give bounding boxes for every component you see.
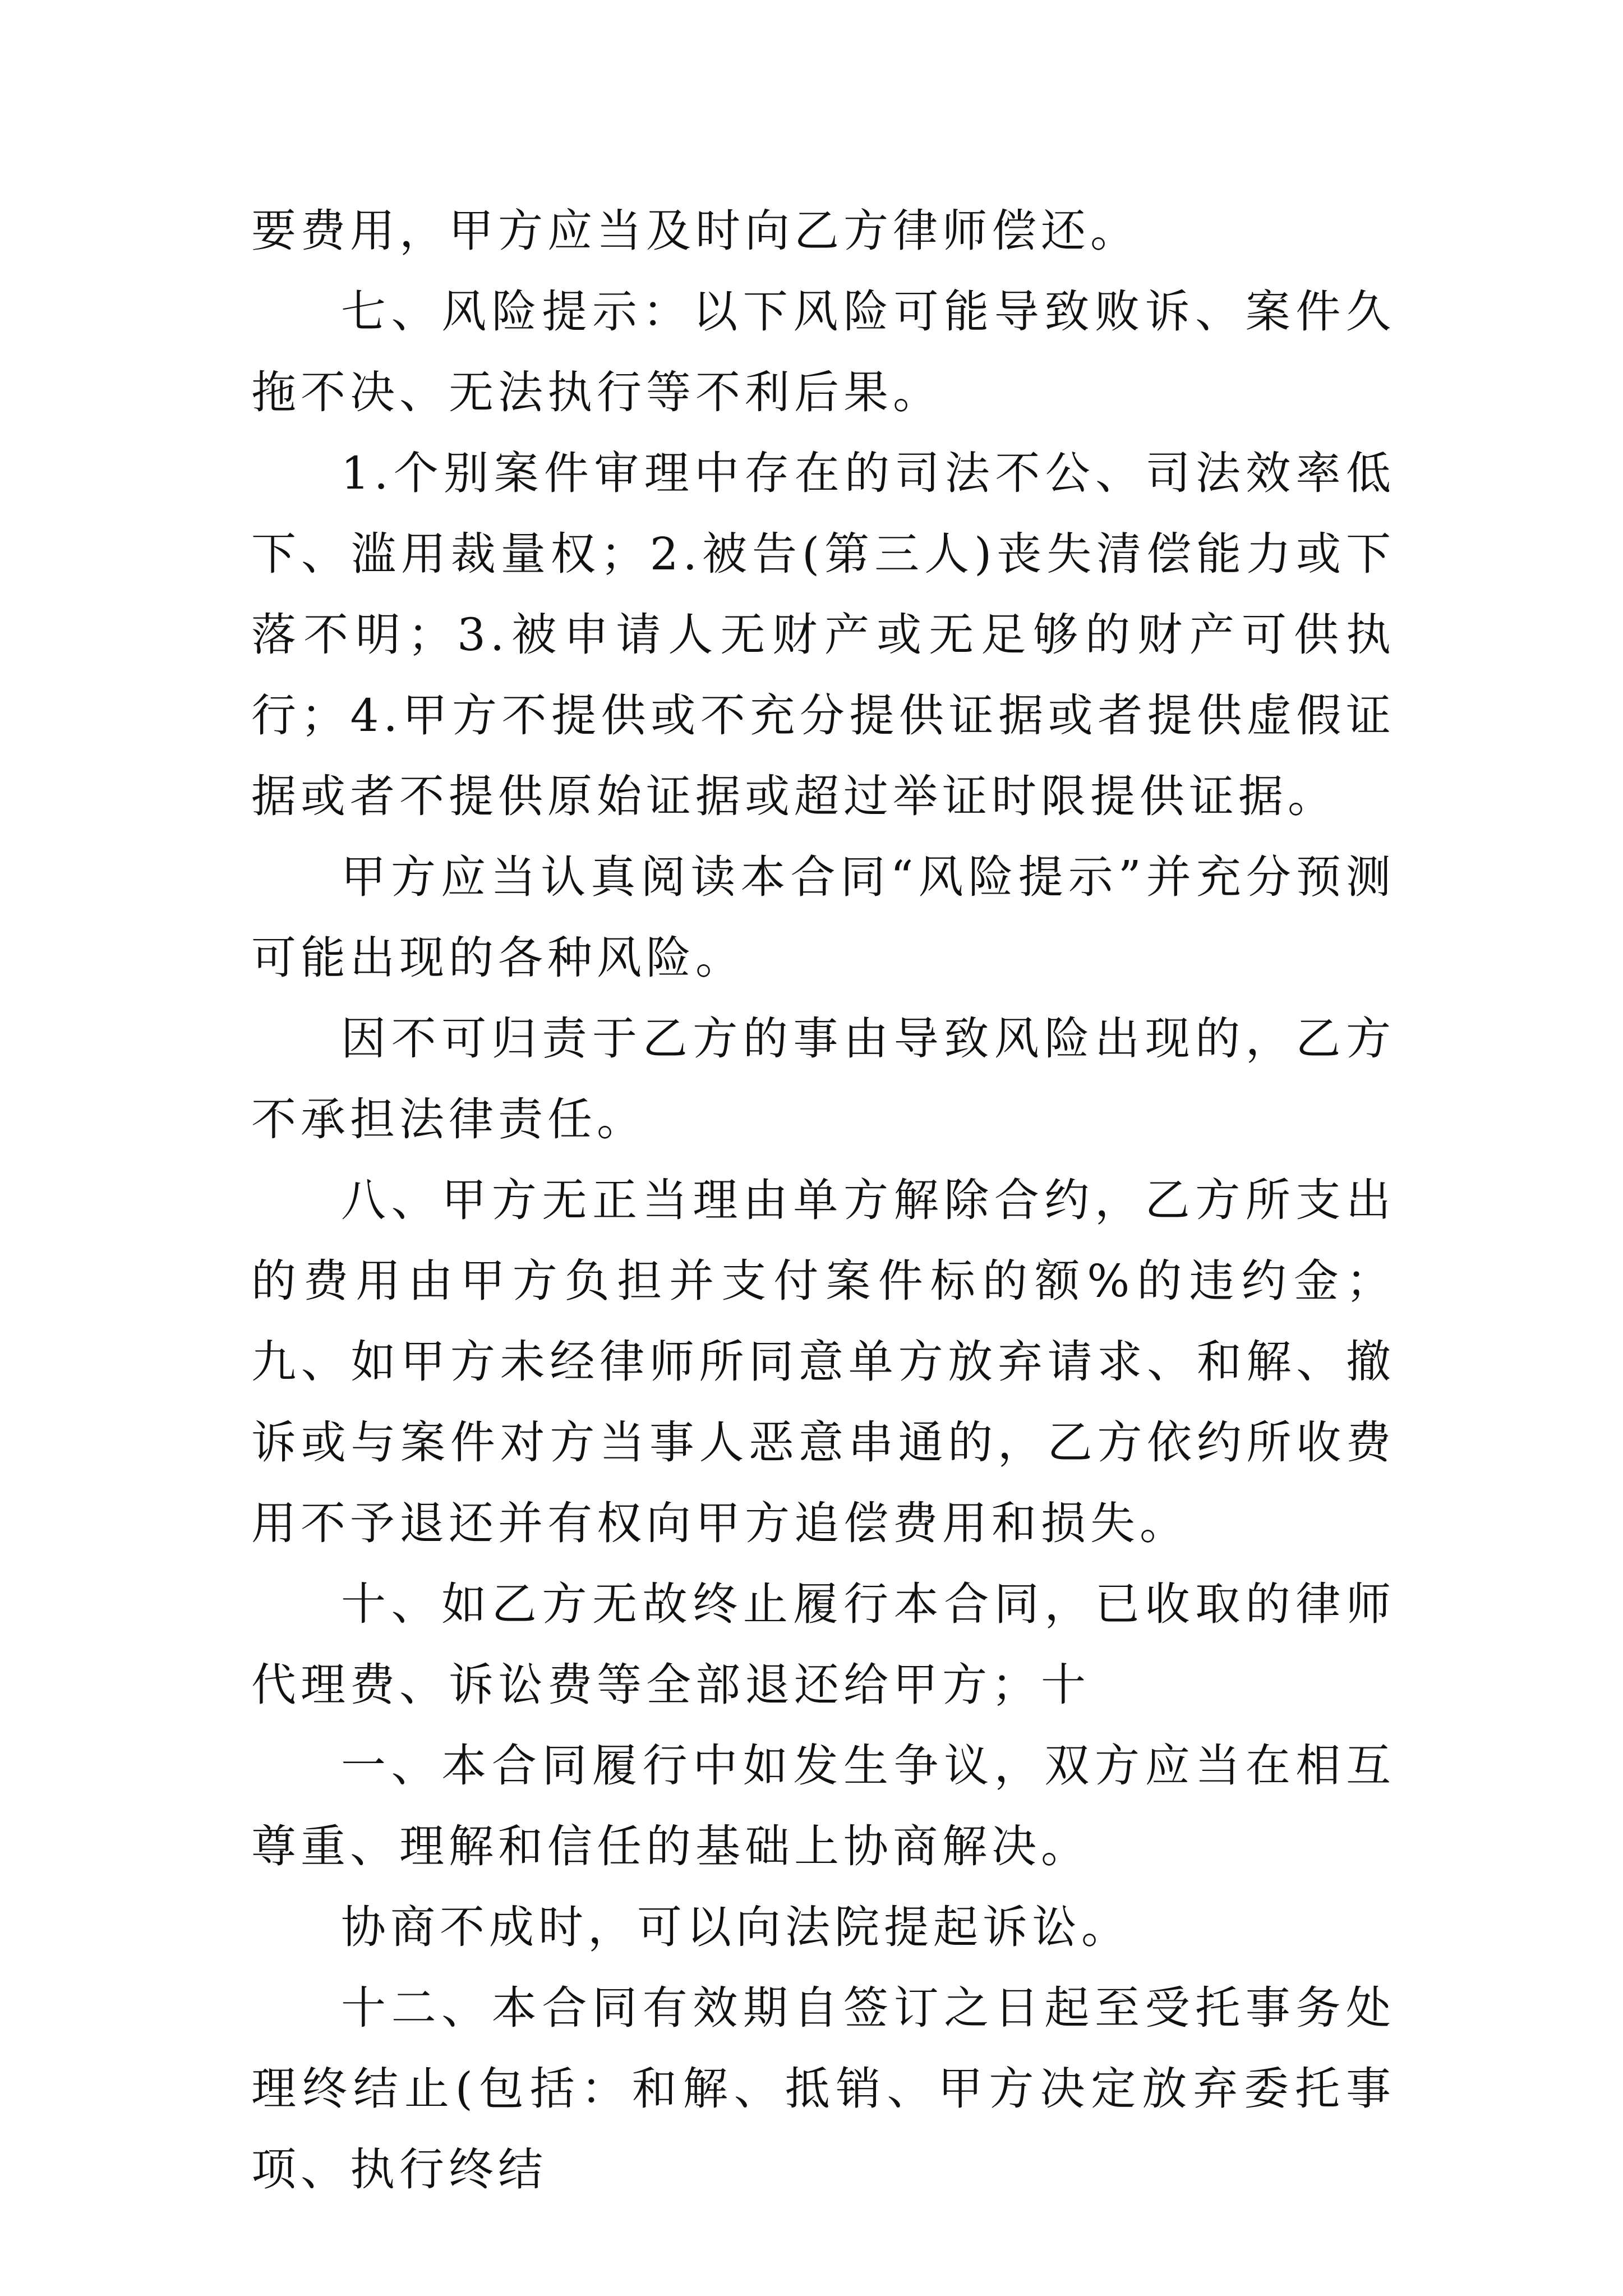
paragraph-7: 十、如乙方无故终止履行本合同，已收取的律师代理费、诉讼费等全部退还给甲方；十 <box>251 1578 1395 1711</box>
contract-body <box>251 191 1395 2210</box>
paragraph-10: 十二、本合同有效期自签订之日起至受托事务处理终结止(包括：和解、抵销、甲方决定放弃委托事项、执行终结 <box>251 1982 1395 2196</box>
paragraph-8: 一、本合同履行中如发生争议，双方应当在相互尊重、理解和信任的基础上协商解决。 <box>251 1740 1395 1872</box>
paragraph-4: 甲方应当认真阅读本合同“风险提示”并充分预测可能出现的各种风险。 <box>251 851 1395 984</box>
paragraph-5: 因不可归责于乙方的事由导致风险出现的，乙方不承担法律责任。 <box>251 1013 1395 1145</box>
paragraph-9: 协商不成时，可以向法院提起诉讼。 <box>341 1901 1131 1953</box>
paragraph-2: 七、风险提示：以下风险可能导致败诉、案件久拖不决、无法执行等不利后果。 <box>251 286 1395 418</box>
paragraph-6: 八、甲方无正当理由单方解除合约，乙方所支出的费用由甲方负担并支付案件标的额%的违约金；九、如甲方未经律师所同意单方放弃请求、和解、撤诉或与案件对方当事人恶意串通的，乙方依约所收费用不予退还并有权向甲方追偿费用和损失。 <box>251 1174 1395 1549</box>
paragraph-3: 1.个别案件审理中存在的司法不公、司法效率低下、滥用裁量权；2.被告(第三人)丧失清偿能力或下落不明；3.被申请人无财产或无足够的财产可供执行；4.甲方不提供或不充分提供证据或者提供虚假证据或者不提供原始证据或超过举证时限提供证据。 <box>251 447 1395 822</box>
paragraph-1: 要费用，甲方应当及时向乙方律师偿还。 <box>251 205 1140 257</box>
